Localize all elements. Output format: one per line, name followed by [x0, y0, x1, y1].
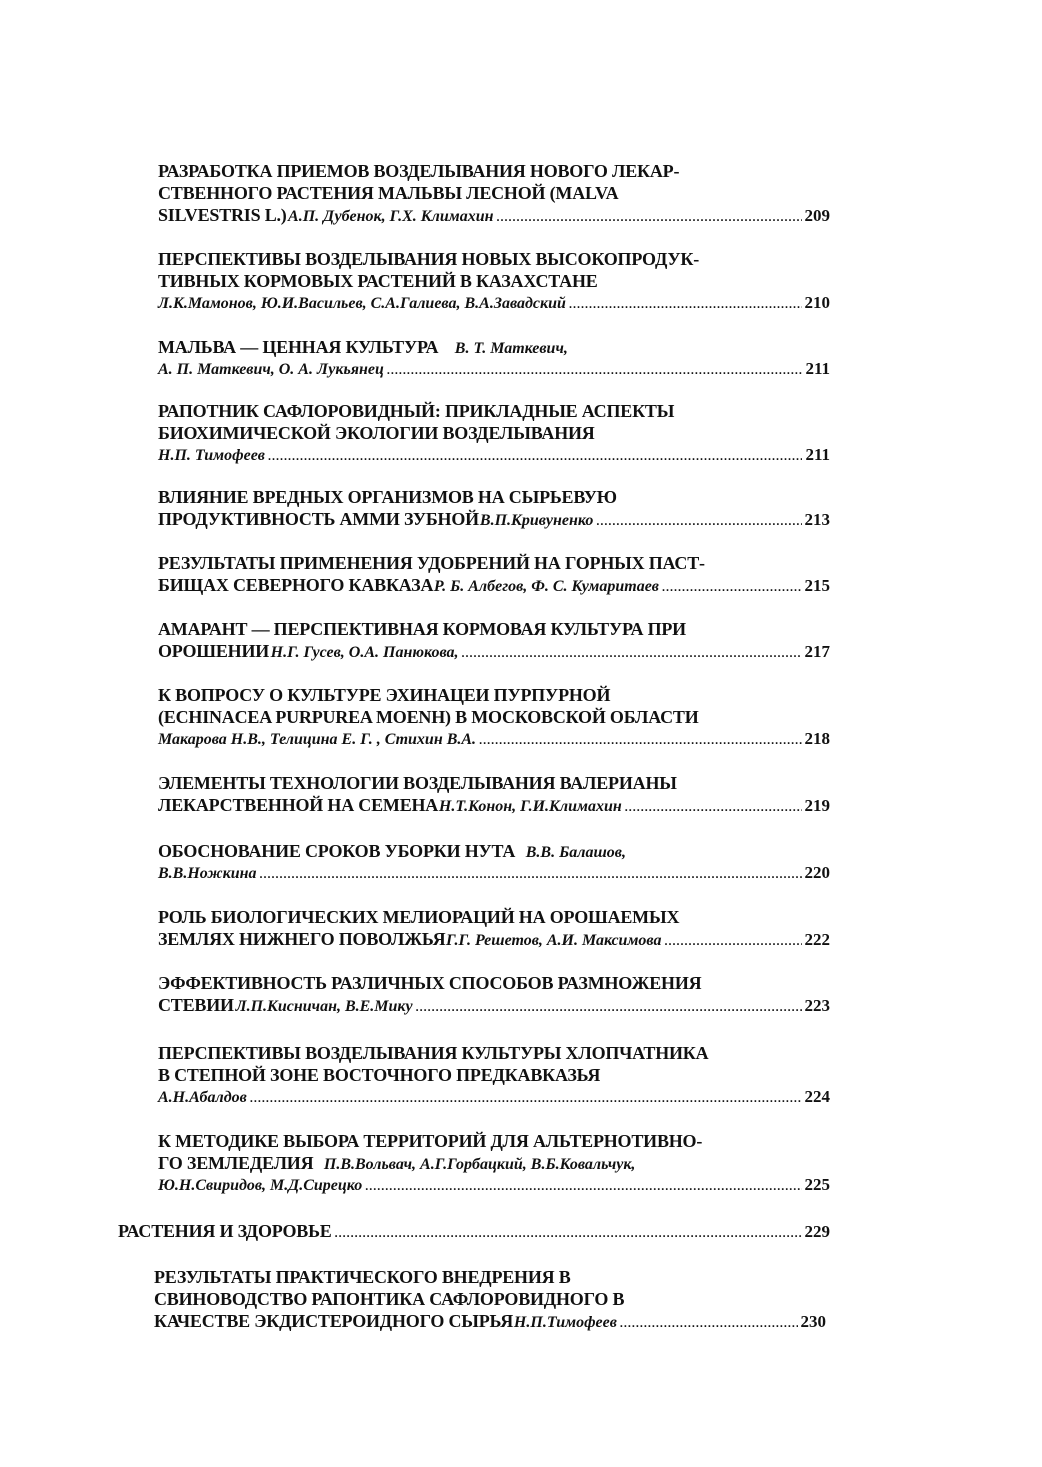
entry-title-tail: ЛЕКАРСТВЕННОЙ НА СЕМЕНА — [158, 795, 439, 815]
page-number: 225 — [804, 1175, 830, 1194]
entry-title-line — [158, 840, 830, 862]
entry-last-line — [158, 358, 830, 380]
entry-last-line — [158, 928, 830, 950]
entry-title-line: БИОХИМИЧЕСКОЙ ЭКОЛОГИИ ВОЗДЕЛЫВАНИЯ — [158, 423, 595, 443]
entry-title-line: ВЛИЯНИЕ ВРЕДНЫХ ОРГАНИЗМОВ НА СЫРЬЕВУЮ — [158, 487, 617, 507]
entry-last-line — [154, 1310, 826, 1332]
entry-authors-first: В. Т. Маткевич, — [454, 340, 568, 357]
entry-authors: А. П. Маткевич, О. А. Лукьянец — [158, 361, 384, 378]
dot-leader — [365, 1175, 801, 1197]
entry-title-line: (ECHINACEA PURPUREA MOENH) В МОСКОВСКОЙ ОБЛАСТИ — [158, 707, 699, 727]
dot-leader — [335, 1222, 802, 1244]
dot-leader — [250, 1087, 802, 1109]
entry-last-line — [158, 640, 830, 662]
section-line — [118, 1220, 830, 1242]
dot-leader — [625, 796, 802, 818]
page-number: 218 — [804, 729, 830, 748]
entry-authors: Н.П. Тимофеев — [158, 447, 265, 464]
entry-title-line: ЭЛЕМЕНТЫ ТЕХНОЛОГИИ ВОЗДЕЛЫВАНИЯ ВАЛЕРИАНЫ — [158, 773, 677, 793]
toc-entry — [158, 618, 830, 662]
entry-title-tail: ОРОШЕНИИ — [158, 641, 270, 661]
page-number: 211 — [805, 359, 830, 378]
page-number: 220 — [804, 863, 830, 882]
page-number: 213 — [804, 510, 830, 529]
entry-title-line: К ВОПРОСУ О КУЛЬТУРЕ ЭХИНАЦЕИ ПУРПУРНОЙ — [158, 685, 611, 705]
entry-title-line: РАЗРАБОТКА ПРИЕМОВ ВОЗДЕЛЫВАНИЯ НОВОГО ЛЕКАР- — [158, 161, 680, 181]
page-number: 211 — [805, 445, 830, 464]
entry-title-line: РОЛЬ БИОЛОГИЧЕСКИХ МЕЛИОРАЦИЙ НА ОРОШАЕМЫХ — [158, 907, 680, 927]
page-number: 230 — [800, 1312, 826, 1331]
dot-leader — [596, 510, 801, 532]
toc-entry — [158, 772, 830, 816]
section-title: РАСТЕНИЯ И ЗДОРОВЬЕ — [118, 1221, 332, 1241]
entry-title: МАЛЬВА — ЦЕННАЯ КУЛЬТУРА — [158, 337, 439, 357]
dot-leader — [462, 642, 802, 664]
dot-leader — [664, 930, 801, 952]
page-number: 223 — [804, 996, 830, 1015]
entry-title-line — [158, 336, 830, 358]
entry-title-line: СВИНОВОДСТВО РАПОНТИКА САФЛОРОВИДНОГО В — [154, 1289, 625, 1309]
entry-title-tail: ГО ЗЕМЛЕДЕЛИЯ — [158, 1153, 314, 1173]
toc-section — [118, 1220, 830, 1242]
entry-authors: Г.Г. Решетов, А.И. Максимова — [446, 932, 662, 949]
entry-authors: Р. Б. Албегов, Ф. С. Кумаритаев — [433, 578, 659, 595]
dot-leader — [479, 729, 801, 751]
dot-leader — [416, 996, 802, 1018]
toc-entry — [158, 336, 830, 380]
entry-title-line: ПЕРСПЕКТИВЫ ВОЗДЕЛЫВАНИЯ КУЛЬТУРЫ ХЛОПЧАТНИКА — [158, 1043, 709, 1063]
page-number: 210 — [804, 293, 830, 312]
entry-authors: Н.Т.Конон, Г.И.Климахин — [438, 798, 622, 815]
entry-title-line: АМАРАНТ — ПЕРСПЕКТИВНАЯ КОРМОВАЯ КУЛЬТУРА ПРИ — [158, 619, 686, 639]
entry-last-line — [158, 728, 830, 750]
entry-title-line: РЕЗУЛЬТАТЫ ПРИМЕНЕНИЯ УДОБРЕНИЙ НА ГОРНЫХ ПАСТ- — [158, 553, 705, 573]
toc-entry — [158, 684, 830, 750]
page-number: 215 — [804, 576, 830, 595]
entry-authors: Макарова Н.В., Телицина Е. Г. , Стихин В.А. — [158, 731, 477, 748]
toc-entry — [158, 160, 830, 226]
entry-title-line: ТИВНЫХ КОРМОВЫХ РАСТЕНИЙ В КАЗАХСТАНЕ — [158, 271, 598, 291]
entry-authors-first: В.В. Балашов, — [525, 844, 626, 861]
dot-leader — [496, 206, 801, 228]
dot-leader — [662, 576, 802, 598]
entry-title-line: ПЕРСПЕКТИВЫ ВОЗДЕЛЫВАНИЯ НОВЫХ ВЫСОКОПРОДУК- — [158, 249, 700, 269]
entry-authors-first: П.В.Вольвач, А.Г.Горбацкий, В.Б.Ковальчук, — [323, 1156, 636, 1173]
page-number: 209 — [804, 206, 830, 225]
entry-title-tail: SILVESTRIS L.) — [158, 205, 287, 225]
entry-last-line — [158, 508, 830, 530]
toc-entry — [158, 972, 830, 1016]
entry-last-line — [158, 292, 830, 314]
entry-authors: Л.К.Мамонов, Ю.И.Васильев, С.А.Галиева, В.А.Завадский — [158, 295, 566, 312]
entry-last-line — [158, 1086, 830, 1108]
page-number: 219 — [804, 796, 830, 815]
entry-title-line: РАПОТНИК САФЛОРОВИДНЫЙ: ПРИКЛАДНЫЕ АСПЕКТЫ — [158, 401, 675, 421]
entry-last-line — [158, 994, 830, 1016]
page-number: 229 — [804, 1222, 830, 1241]
dot-leader — [620, 1312, 798, 1334]
entry-title-line: К МЕТОДИКЕ ВЫБОРА ТЕРРИТОРИЙ ДЛЯ АЛЬТЕРНОТИВНО- — [158, 1131, 703, 1151]
entry-authors: Л.П.Кисничан, В.Е.Мику — [235, 998, 413, 1015]
entry-title-line: СТВЕННОГО РАСТЕНИЯ МАЛЬВЫ ЛЕСНОЙ (MALVA — [158, 183, 619, 203]
entry-authors: В.П.Кривуненко — [479, 512, 594, 529]
entry-title-line: ЭФФЕКТИВНОСТЬ РАЗЛИЧНЫХ СПОСОБОВ РАЗМНОЖЕНИЯ — [158, 973, 702, 993]
dot-leader — [260, 863, 802, 885]
dot-leader — [268, 445, 802, 467]
dot-leader — [569, 293, 802, 315]
entry-title-line — [158, 1152, 830, 1174]
toc-entry — [158, 400, 830, 466]
entry-last-line — [158, 574, 830, 596]
entry-last-line — [158, 204, 830, 226]
entry-authors: Ю.Н.Свиридов, М.Д.Сирецко — [158, 1177, 363, 1194]
page-number: 222 — [804, 930, 830, 949]
dot-leader — [387, 359, 803, 381]
entry-last-line — [158, 794, 830, 816]
entry-title-tail: БИЩАХ СЕВЕРНОГО КАВКАЗА — [158, 575, 434, 595]
entry-last-line — [158, 862, 830, 884]
entry-title-tail: ПРОДУКТИВНОСТЬ АММИ ЗУБНОЙ — [158, 509, 479, 529]
entry-title-line: В СТЕПНОЙ ЗОНЕ ВОСТОЧНОГО ПРЕДКАВКАЗЬЯ — [158, 1065, 601, 1085]
entry-authors: А.Н.Абалдов — [158, 1089, 247, 1106]
entry-title-line: РЕЗУЛЬТАТЫ ПРАКТИЧЕСКОГО ВНЕДРЕНИЯ В — [154, 1267, 571, 1287]
entry-authors: Н.Г. Гусев, О.А. Панюкова, — [270, 644, 459, 661]
toc-entry — [158, 1130, 830, 1196]
toc-entry — [158, 486, 830, 530]
page-number: 217 — [804, 642, 830, 661]
entry-title-tail: СТЕВИИ — [158, 995, 234, 1015]
toc-entry — [158, 1042, 830, 1108]
entry-authors: А.П. Дубенок, Г.Х. Климахин — [288, 208, 494, 225]
toc-entry — [158, 906, 830, 950]
entry-title-tail: ЗЕМЛЯХ НИЖНЕГО ПОВОЛЖЬЯ — [158, 929, 446, 949]
entry-last-line — [158, 444, 830, 466]
entry-authors: Н.П.Тимофеев — [513, 1314, 617, 1331]
toc-entry — [158, 552, 830, 596]
entry-title-tail: КАЧЕСТВЕ ЭКДИСТЕРОИДНОГО СЫРЬЯ — [154, 1311, 514, 1331]
entry-last-line — [158, 1174, 830, 1196]
toc-entry — [158, 248, 830, 314]
entry-title: ОБОСНОВАНИЕ СРОКОВ УБОРКИ НУТА — [158, 841, 516, 861]
toc-entry — [154, 1266, 826, 1332]
page-number: 224 — [804, 1087, 830, 1106]
toc-entry — [158, 840, 830, 884]
entry-authors: В.В.Ножкина — [158, 865, 257, 882]
